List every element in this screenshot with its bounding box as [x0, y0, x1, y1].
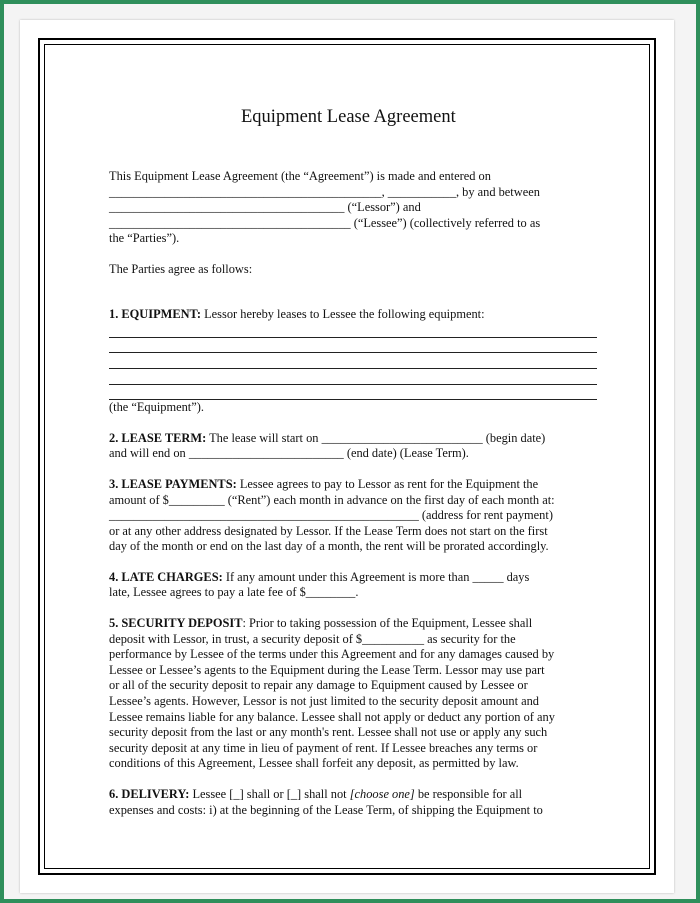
document-page — [20, 20, 674, 893]
blank-line — [109, 369, 597, 385]
section-6-heading: 6. DELIVERY: — [109, 787, 190, 801]
section-2 — [109, 431, 604, 447]
section-2-text: The lease will start on __________________________ (begin date) — [206, 430, 546, 445]
section-3-line: amount of $_________ (“Rent”) each month in advance on the first day of each month at: — [109, 492, 555, 507]
section-4-line: late, Lessee agrees to pay a late fee of $________. — [109, 585, 359, 600]
document-body — [109, 106, 604, 818]
section-6 — [109, 787, 604, 803]
section-3 — [109, 477, 604, 493]
section-5 — [109, 616, 604, 632]
equipment-lines — [109, 322, 604, 400]
section-5-line: Lessee or Lessee’s agents to the Equipment during the Lease Term. Lessor may use part — [109, 662, 545, 677]
section-5-line: performance by Lessee of the terms under this Agreement and for any damages caused by — [109, 647, 555, 662]
intro-line: ____________________________________________, ___________, by and between — [109, 184, 540, 199]
blank-line — [109, 353, 597, 369]
section-1-text: Lessor hereby leases to Lessee the following equipment: — [201, 306, 485, 321]
section-6-text: Lessee [_] shall or [_] shall not — [189, 787, 350, 801]
section-5-line: security deposit at any time in lieu of payment of rent. If Lessee breaches any terms or — [109, 740, 538, 755]
section-5-text: : Prior to taking possession of the Equipment, Lessee shall — [242, 616, 533, 631]
section-3-heading: 3. LEASE PAYMENTS: — [109, 476, 237, 491]
intro-line: _______________________________________ (“Lessee”) (collectively referred to as — [109, 215, 541, 230]
section-1 — [109, 307, 604, 323]
section-5-line: conditions of this Agreement, Lessee shall forfeit any deposit, as permitted by law. — [109, 756, 519, 771]
section-5-line: security deposit from the last or any month's rent. Lessee shall not use or apply any such — [109, 725, 548, 740]
blank-line — [109, 385, 597, 401]
section-3-line: __________________________________________________ (address for rent payment) — [109, 508, 553, 523]
section-4 — [109, 570, 604, 586]
section-5-line: or all of the security deposit to repair any damage to Equipment caused by Lessee or — [109, 678, 528, 693]
intro-line: the “Parties”). — [109, 231, 180, 246]
section-1-closing: (the “Equipment”). — [109, 400, 204, 415]
section-1-heading: 1. EQUIPMENT: — [109, 306, 202, 321]
intro-line: ______________________________________ (“Lessor”) and — [109, 200, 421, 215]
viewer-background — [4, 4, 696, 899]
section-4-text: If any amount under this Agreement is more than _____ days — [222, 569, 530, 584]
section-3-line: day of the month or end on the last day of a month, the rent will be prorated accordingly. — [109, 539, 549, 554]
section-4-heading: 4. LATE CHARGES: — [109, 569, 223, 584]
section-6-line: expenses and costs: i) at the beginning of the Lease Term, of shipping the Equipment to — [109, 802, 543, 817]
section-5-line: deposit with Lessor, in trust, a security deposit of $__________ as security for the — [109, 631, 516, 646]
section-3-line: or at any other address designated by Lessor. If the Lease Term does not start on the first — [109, 523, 548, 538]
section-6-choose-note: [choose one] — [349, 787, 415, 801]
section-2-line: and will end on _________________________ (end date) (Lease Term). — [109, 446, 469, 461]
section-5-line: Lessee remains liable for any balance. Lessee shall not apply or deduct any portion of any — [109, 709, 555, 724]
section-5-heading: 5. SECURITY DEPOSIT — [109, 616, 243, 631]
document-title: Equipment Lease Agreement — [241, 107, 456, 127]
section-2-heading: 2. LEASE TERM: — [109, 430, 207, 445]
section-6-text-end: be responsible for all — [414, 787, 523, 801]
section-5-line: Lessee’s agents. However, Lessor is not just limited to the security deposit amount and — [109, 694, 539, 709]
intro-line: This Equipment Lease Agreement (the “Agreement”) is made and entered on — [109, 169, 491, 183]
parties-agree: The Parties agree as follows: — [109, 261, 253, 276]
section-3-text: Lessee agrees to pay to Lessor as rent for the Equipment the — [236, 476, 539, 491]
blank-line — [109, 322, 597, 338]
blank-line — [109, 338, 597, 354]
